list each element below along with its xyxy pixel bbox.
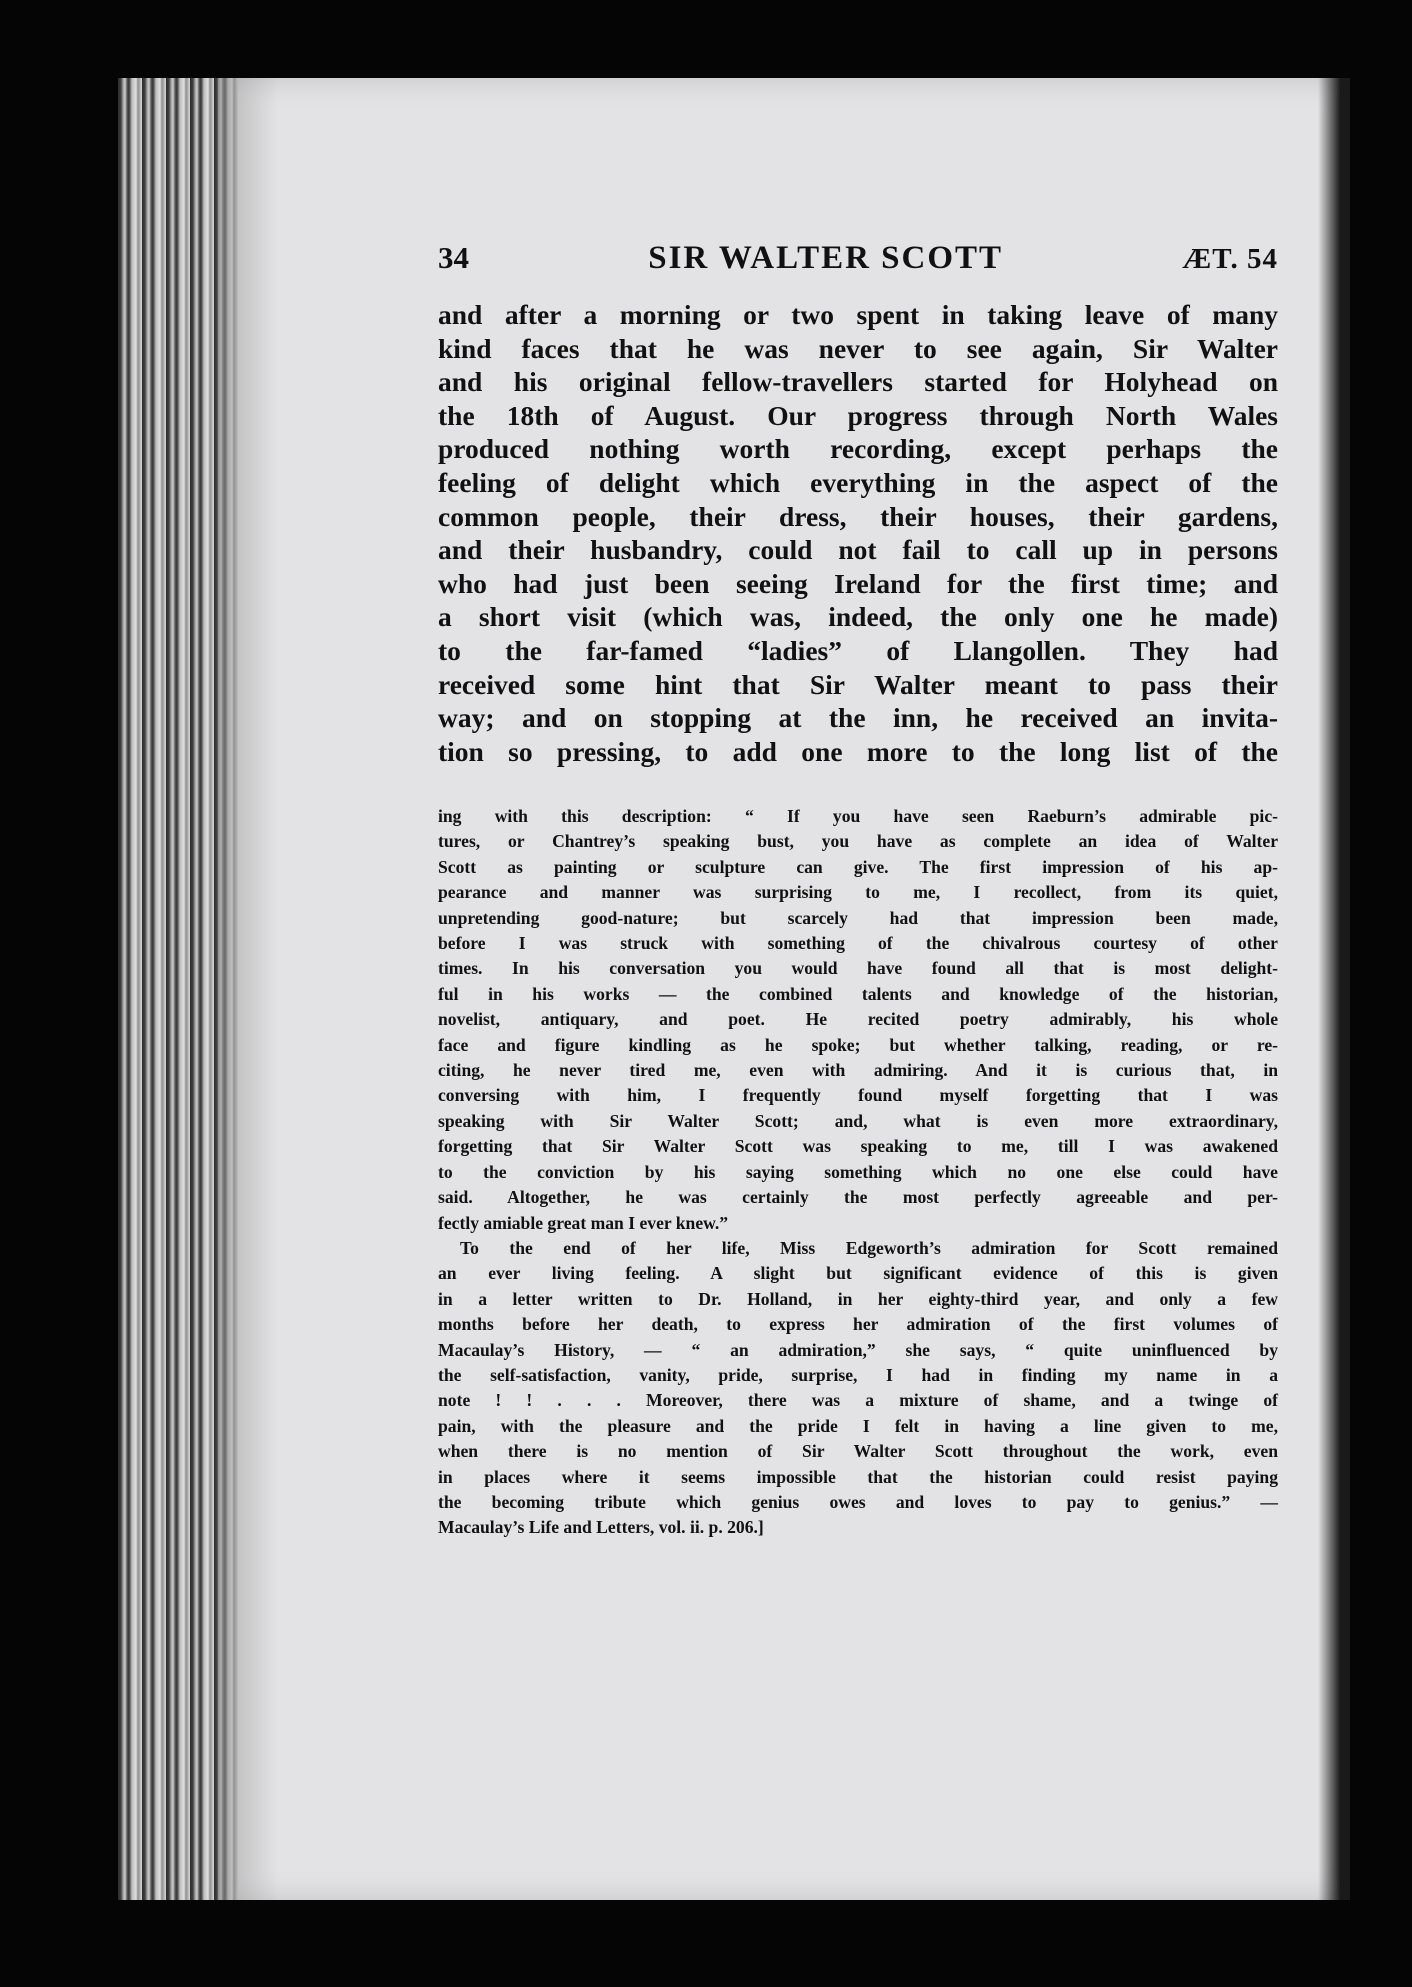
body-line: to the far-famed “ladies” of Llangollen. They had — [438, 634, 1278, 666]
footnote-line: pain, with the pleasure and the pride I felt in having a line given to me, — [438, 1415, 1278, 1436]
body-line: feeling of delight which everything in the aspect of the — [438, 466, 1278, 498]
body-line: way; and on stopping at the inn, he received an invita- — [438, 702, 1278, 734]
footnote-line: in a letter written to Dr. Holland, in her eighty-third year, and only a few — [438, 1288, 1278, 1309]
right-page-edge — [1318, 78, 1350, 1900]
footnote-line: ing with this description: “ If you have seen Raeburn’s admirable pic- — [438, 806, 1278, 826]
footnote-line: the self-satisfaction, vanity, pride, surprise, I had in finding my name in a — [438, 1364, 1278, 1385]
body-line: and after a morning or two spent in taking leave of many — [438, 299, 1278, 330]
footnote-text — [438, 804, 1278, 1541]
body-line: received some hint that Sir Walter meant to pass their — [438, 668, 1278, 700]
body-line: who had just been seeing Ireland for the first time; and — [438, 567, 1278, 599]
body-line: tion so pressing, to add one more to the long list of the — [438, 735, 1278, 767]
body-line: common people, their dress, their houses, their gardens, — [438, 500, 1278, 532]
footnote-line: in places where it seems impossible that the historian could resist paying — [438, 1466, 1278, 1487]
footnote-line: To the end of her life, Miss Edgeworth’s admiration for Scott remained — [460, 1237, 1278, 1258]
footnote-line: said. Altogether, he was certainly the most perfectly agreeable and per- — [438, 1187, 1278, 1208]
footnote-line: pearance and manner was surprising to me, I recollect, from its quiet, — [438, 882, 1278, 903]
footnote-line: times. In his conversation you would have found all that is most delight- — [438, 958, 1278, 979]
footnote-line: note ! ! . . . Moreover, there was a mixture of shame, and a twinge of — [438, 1390, 1278, 1411]
footnote-line: novelist, antiquary, and poet. He recited poetry admirably, his whole — [438, 1009, 1278, 1030]
age-marker: ÆT. 54 — [1182, 243, 1278, 275]
running-head — [438, 240, 1278, 284]
page-number: 34 — [438, 240, 469, 275]
body-text — [438, 298, 1278, 768]
body-line: the 18th of August. Our progress through North Wales — [438, 399, 1278, 431]
gutter-shadow — [218, 78, 278, 1900]
footnote-line: Macaulay’s History, — “ an admiration,” she says, “ quite uninfluenced by — [438, 1339, 1278, 1360]
footnote-line: before I was struck with something of the chivalrous courtesy of other — [438, 933, 1278, 954]
footnote-line: ful in his works — the combined talents and knowledge of the historian, — [438, 983, 1278, 1004]
body-line: and his original fellow-travellers started for Holyhead on — [438, 366, 1278, 398]
body-line: produced nothing worth recording, except perhaps the — [438, 433, 1278, 465]
footnote-line: forgetting that Sir Walter Scott was speaking to me, till I was awakened — [438, 1136, 1278, 1157]
footnote-line: conversing with him, I frequently found myself forgetting that I was — [438, 1085, 1278, 1106]
running-title: SIR WALTER SCOTT — [648, 240, 1004, 276]
body-line: a short visit (which was, indeed, the only one he made) — [438, 601, 1278, 633]
footnote-line: an ever living feeling. A slight but significant evidence of this is given — [438, 1263, 1278, 1284]
body-line: kind faces that he was never to see again, Sir Walter — [438, 332, 1278, 364]
footnote-line: fectly amiable great man I ever knew.” — [438, 1212, 729, 1233]
footnote-line: Macaulay’s Life and Letters, vol. ii. p. 206.] — [438, 1517, 764, 1538]
footnote-line: face and figure kindling as he spoke; but whether talking, reading, or re- — [438, 1034, 1278, 1055]
footnote-line: tures, or Chantrey’s speaking bust, you have as complete an idea of Walter — [438, 831, 1278, 852]
footnote-line: months before her death, to express her admiration of the first volumes of — [438, 1314, 1278, 1335]
body-line: and their husbandry, could not fail to call up in persons — [438, 534, 1278, 566]
footnote-line: citing, he never tired me, even with admiring. And it is curious that, in — [438, 1060, 1278, 1081]
footnote-line: Scott as painting or sculpture can give. The first impression of his ap- — [438, 856, 1278, 877]
footnote-line: when there is no mention of Sir Walter Scott throughout the work, even — [438, 1441, 1278, 1462]
footnote-line: to the conviction by his saying something which no one else could have — [438, 1161, 1278, 1182]
footnote-line: speaking with Sir Walter Scott; and, what is even more extraordinary, — [438, 1110, 1278, 1131]
footnote-line: unpretending good-nature; but scarcely had that impression been made, — [438, 907, 1278, 928]
footnote-line: the becoming tribute which genius owes and loves to pay to genius.” — — [438, 1491, 1278, 1512]
